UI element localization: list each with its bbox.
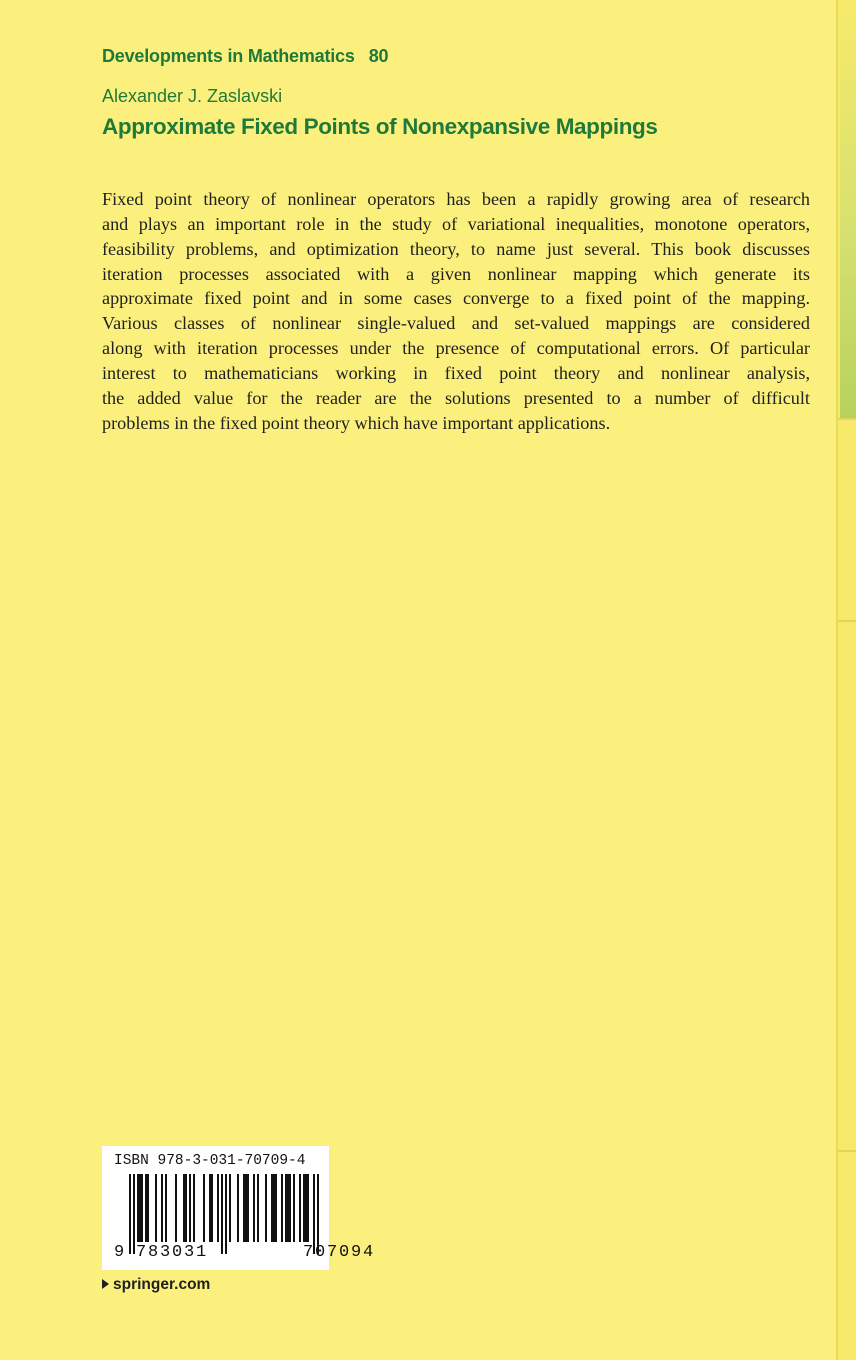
- barcode-bar: [293, 1174, 295, 1242]
- barcode-bar: [257, 1174, 259, 1242]
- blurb-line: along with iteration processes under the presence of computational errors. Of particular: [102, 338, 810, 359]
- barcode-bar: [133, 1174, 135, 1254]
- barcode-bar: [145, 1174, 147, 1242]
- barcode-bar: [185, 1174, 187, 1242]
- barcode-bar: [225, 1174, 227, 1254]
- barcode-bar: [189, 1174, 191, 1242]
- barcode-bar: [287, 1174, 289, 1242]
- isbn-label: ISBN 978-3-031-70709-4: [114, 1153, 306, 1169]
- barcode-left-digits: 783031: [136, 1243, 209, 1262]
- series-name: Developments in Mathematics: [102, 46, 355, 66]
- barcode-bar: [221, 1174, 223, 1254]
- barcode-bar: [165, 1174, 167, 1242]
- barcode-bar: [139, 1174, 141, 1242]
- barcode-bar: [147, 1174, 149, 1242]
- barcode-bar: [289, 1174, 291, 1242]
- series-number: 80: [368, 46, 389, 66]
- barcode-bar: [209, 1174, 211, 1242]
- barcode-bar: [129, 1174, 131, 1254]
- barcode-bar: [137, 1174, 139, 1242]
- spine-color-band: [840, 0, 856, 418]
- barcode-lead-digit: 9: [114, 1243, 125, 1262]
- blurb-line: interest to mathematicians working in fixed point theory and nonlinear analysis,: [102, 362, 810, 383]
- barcode-bar: [313, 1174, 315, 1254]
- barcode-bar: [141, 1174, 143, 1242]
- barcode-bar: [203, 1174, 205, 1242]
- barcode-bar: [243, 1174, 245, 1242]
- barcode-bar: [307, 1174, 309, 1242]
- blurb-line: problems in the fixed point theory which have important applications.: [102, 412, 611, 433]
- barcode-bar: [155, 1174, 157, 1242]
- spine-fold-mark: [838, 620, 856, 622]
- barcode-bar: [245, 1174, 247, 1242]
- series-heading: [102, 46, 388, 67]
- blurb-line: and plays an important role in the study of variational inequalities, monotone operators,: [102, 213, 810, 234]
- blurb-line: feasibility problems, and optimization theory, to name just several. This book discusses: [102, 238, 810, 259]
- cover-spine-edge: [836, 0, 856, 1360]
- blurb-line: the added value for the reader are the solutions presented to a number of difficult: [102, 387, 810, 408]
- barcode-bar: [229, 1174, 231, 1242]
- blurb-line: Various classes of nonlinear single-valued and set-valued mappings are considered: [102, 313, 810, 334]
- barcode-bar: [299, 1174, 301, 1242]
- barcode-bar: [275, 1174, 277, 1242]
- barcode-bar: [193, 1174, 195, 1242]
- barcode-bar: [271, 1174, 273, 1242]
- barcode-bar: [285, 1174, 287, 1242]
- barcode-bar: [305, 1174, 307, 1242]
- barcode-bar: [183, 1174, 185, 1242]
- author-name: Alexander J. Zaslavski: [102, 86, 283, 106]
- publisher-link[interactable]: [102, 1276, 210, 1294]
- spine-fold-mark: [838, 418, 856, 420]
- arrow-right-icon: [102, 1279, 109, 1289]
- barcode-bar: [237, 1174, 239, 1242]
- book-title: Approximate Fixed Points of Nonexpansive Mappings: [102, 114, 658, 139]
- barcode-bar: [265, 1174, 267, 1242]
- blurb-line: Fixed point theory of nonlinear operators has been a rapidly growing area of research: [102, 189, 810, 209]
- isbn-barcode: [102, 1146, 376, 1270]
- blurb-line: iteration processes associated with a given nonlinear mapping which generate its: [102, 263, 810, 284]
- barcode-right-digits: 707094: [303, 1243, 376, 1262]
- barcode-bar: [161, 1174, 163, 1242]
- barcode-bar: [317, 1174, 319, 1254]
- barcode-bar: [303, 1174, 305, 1242]
- blurb-line: approximate fixed point and in some cases converge to a fixed point of the mapping.: [102, 288, 810, 309]
- barcode-bar: [273, 1174, 275, 1242]
- barcode-bar: [175, 1174, 177, 1242]
- back-cover-blurb: [102, 187, 810, 435]
- barcode-bar: [281, 1174, 283, 1242]
- barcode-bar: [253, 1174, 255, 1242]
- barcode-bar: [247, 1174, 249, 1242]
- spine-fold-mark: [838, 1150, 856, 1152]
- publisher-url: springer.com: [113, 1276, 211, 1293]
- barcode-bar: [217, 1174, 219, 1242]
- barcode-bar: [211, 1174, 213, 1242]
